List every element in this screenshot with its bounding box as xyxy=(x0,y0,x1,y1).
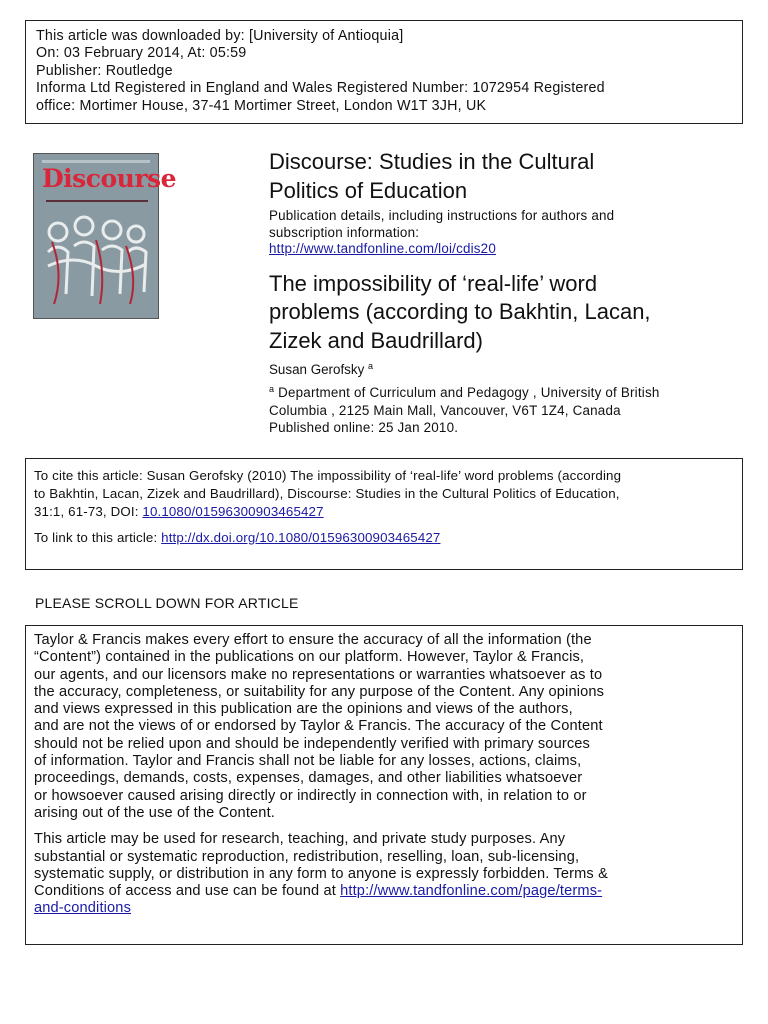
download-notice-line: Publisher: Routledge xyxy=(36,62,173,79)
disclaimer-paragraph: Taylor & Francis makes every effort to ensure the accuracy of all the information (the “Content”) contained in the publications on our platform. However, Taylor & Francis, our agents, and our licensors make no representations or warranties whatsoever as to the accuracy, completeness, or suitability for any purpose of the Content. Any opinions and views expressed in this publication are the opinions and views of the authors, and are not the views of or endorsed by Taylor & Francis. The accuracy of the Content should not be relied upon and should be independently verified with primary sources of information. Taylor and Francis shall not be liable for any losses, actions, claims, proceedings, demands, costs, expenses, damages, and other liabilities whatsoever or howsoever caused arising directly or indirectly in connection with, in relation to or arising out of the use of the Content. xyxy=(34,632,605,821)
author-affiliation: $^a$ Department of Curriculum and Pedagogy , University of British Columbia , 2125 Main Mall, Vancouver, V6T 1Z4, Canada Published online: 25 Jan 2010. xyxy=(269,381,739,437)
citation-box xyxy=(25,458,743,570)
scroll-notice: PLEASE SCROLL DOWN FOR ARTICLE xyxy=(35,595,299,611)
article-link-row: To link to this article: http://dx.doi.org/10.1080/01596300903465427 xyxy=(34,530,441,545)
download-notice-line: On: 03 February 2014, At: 05:59 xyxy=(36,45,247,62)
terms-conditions-link-continued[interactable]: and-conditions xyxy=(34,900,132,917)
download-notice-line: This article was downloaded by: [University of Antioquia] xyxy=(36,28,404,44)
citation-line: To cite this article: Susan Gerofsky (2010) The impossibility of ‘real-life’ word problems (according xyxy=(34,468,622,483)
terms-paragraph: This article may be used for research, teaching, and private study purposes. Any substantial or systematic reproduction, redistribution, reselling, loan, sub-licensing, systematic supply, or distribution in any form to anyone is expressly forbidden. Terms & Conditions of access and use can be found at http://www.tandfonline.com/page/terms- and-conditions xyxy=(34,831,608,917)
journal-title: Discourse: Studies in the Cultural Politics of Education xyxy=(269,149,595,203)
journal-article-info xyxy=(269,148,739,437)
cover-figures-illustration xyxy=(34,154,160,320)
published-date: Published online: 25 Jan 2010. xyxy=(269,420,459,435)
publication-details: Publication details, including instructions for authors and subscription information: http://www.tandfonline.com/loi/cdis20 xyxy=(269,208,739,258)
citation-line: 31:1, 61-73, DOI: 10.1080/01596300903465427 xyxy=(34,504,324,519)
download-notice-line: office: Mortimer House, 37-41 Mortimer Street, London W1T 3JH, UK xyxy=(36,97,487,114)
article-doi-url-link[interactable]: http://dx.doi.org/10.1080/01596300903465427 xyxy=(161,530,441,545)
terms-conditions-link[interactable]: http://www.tandfonline.com/page/terms- xyxy=(340,883,603,900)
download-notice-box xyxy=(25,20,743,124)
doi-link[interactable]: 10.1080/01596300903465427 xyxy=(142,504,324,519)
journal-cover-image xyxy=(33,153,176,319)
article-title: The impossibility of ‘real-life’ word problems (according to Bakhtin, Lacan, Zizek and Baudrillard) xyxy=(269,270,651,353)
citation-line: to Bakhtin, Lacan, Zizek and Baudrillard), Discourse: Studies in the Cultural Politics of Education, xyxy=(34,486,620,501)
download-notice-line: Informa Ltd Registered in England and Wales Registered Number: 1072954 Registered xyxy=(36,80,605,97)
cover-title: Discourse xyxy=(42,164,176,193)
disclaimer-box xyxy=(25,625,743,945)
affiliation-marker: a xyxy=(269,384,275,394)
journal-url-link[interactable]: http://www.tandfonline.com/loi/cdis20 xyxy=(269,241,496,256)
author-name: Susan Gerofsky $^a$ xyxy=(269,361,374,377)
author-affiliation-marker: a xyxy=(368,361,374,371)
